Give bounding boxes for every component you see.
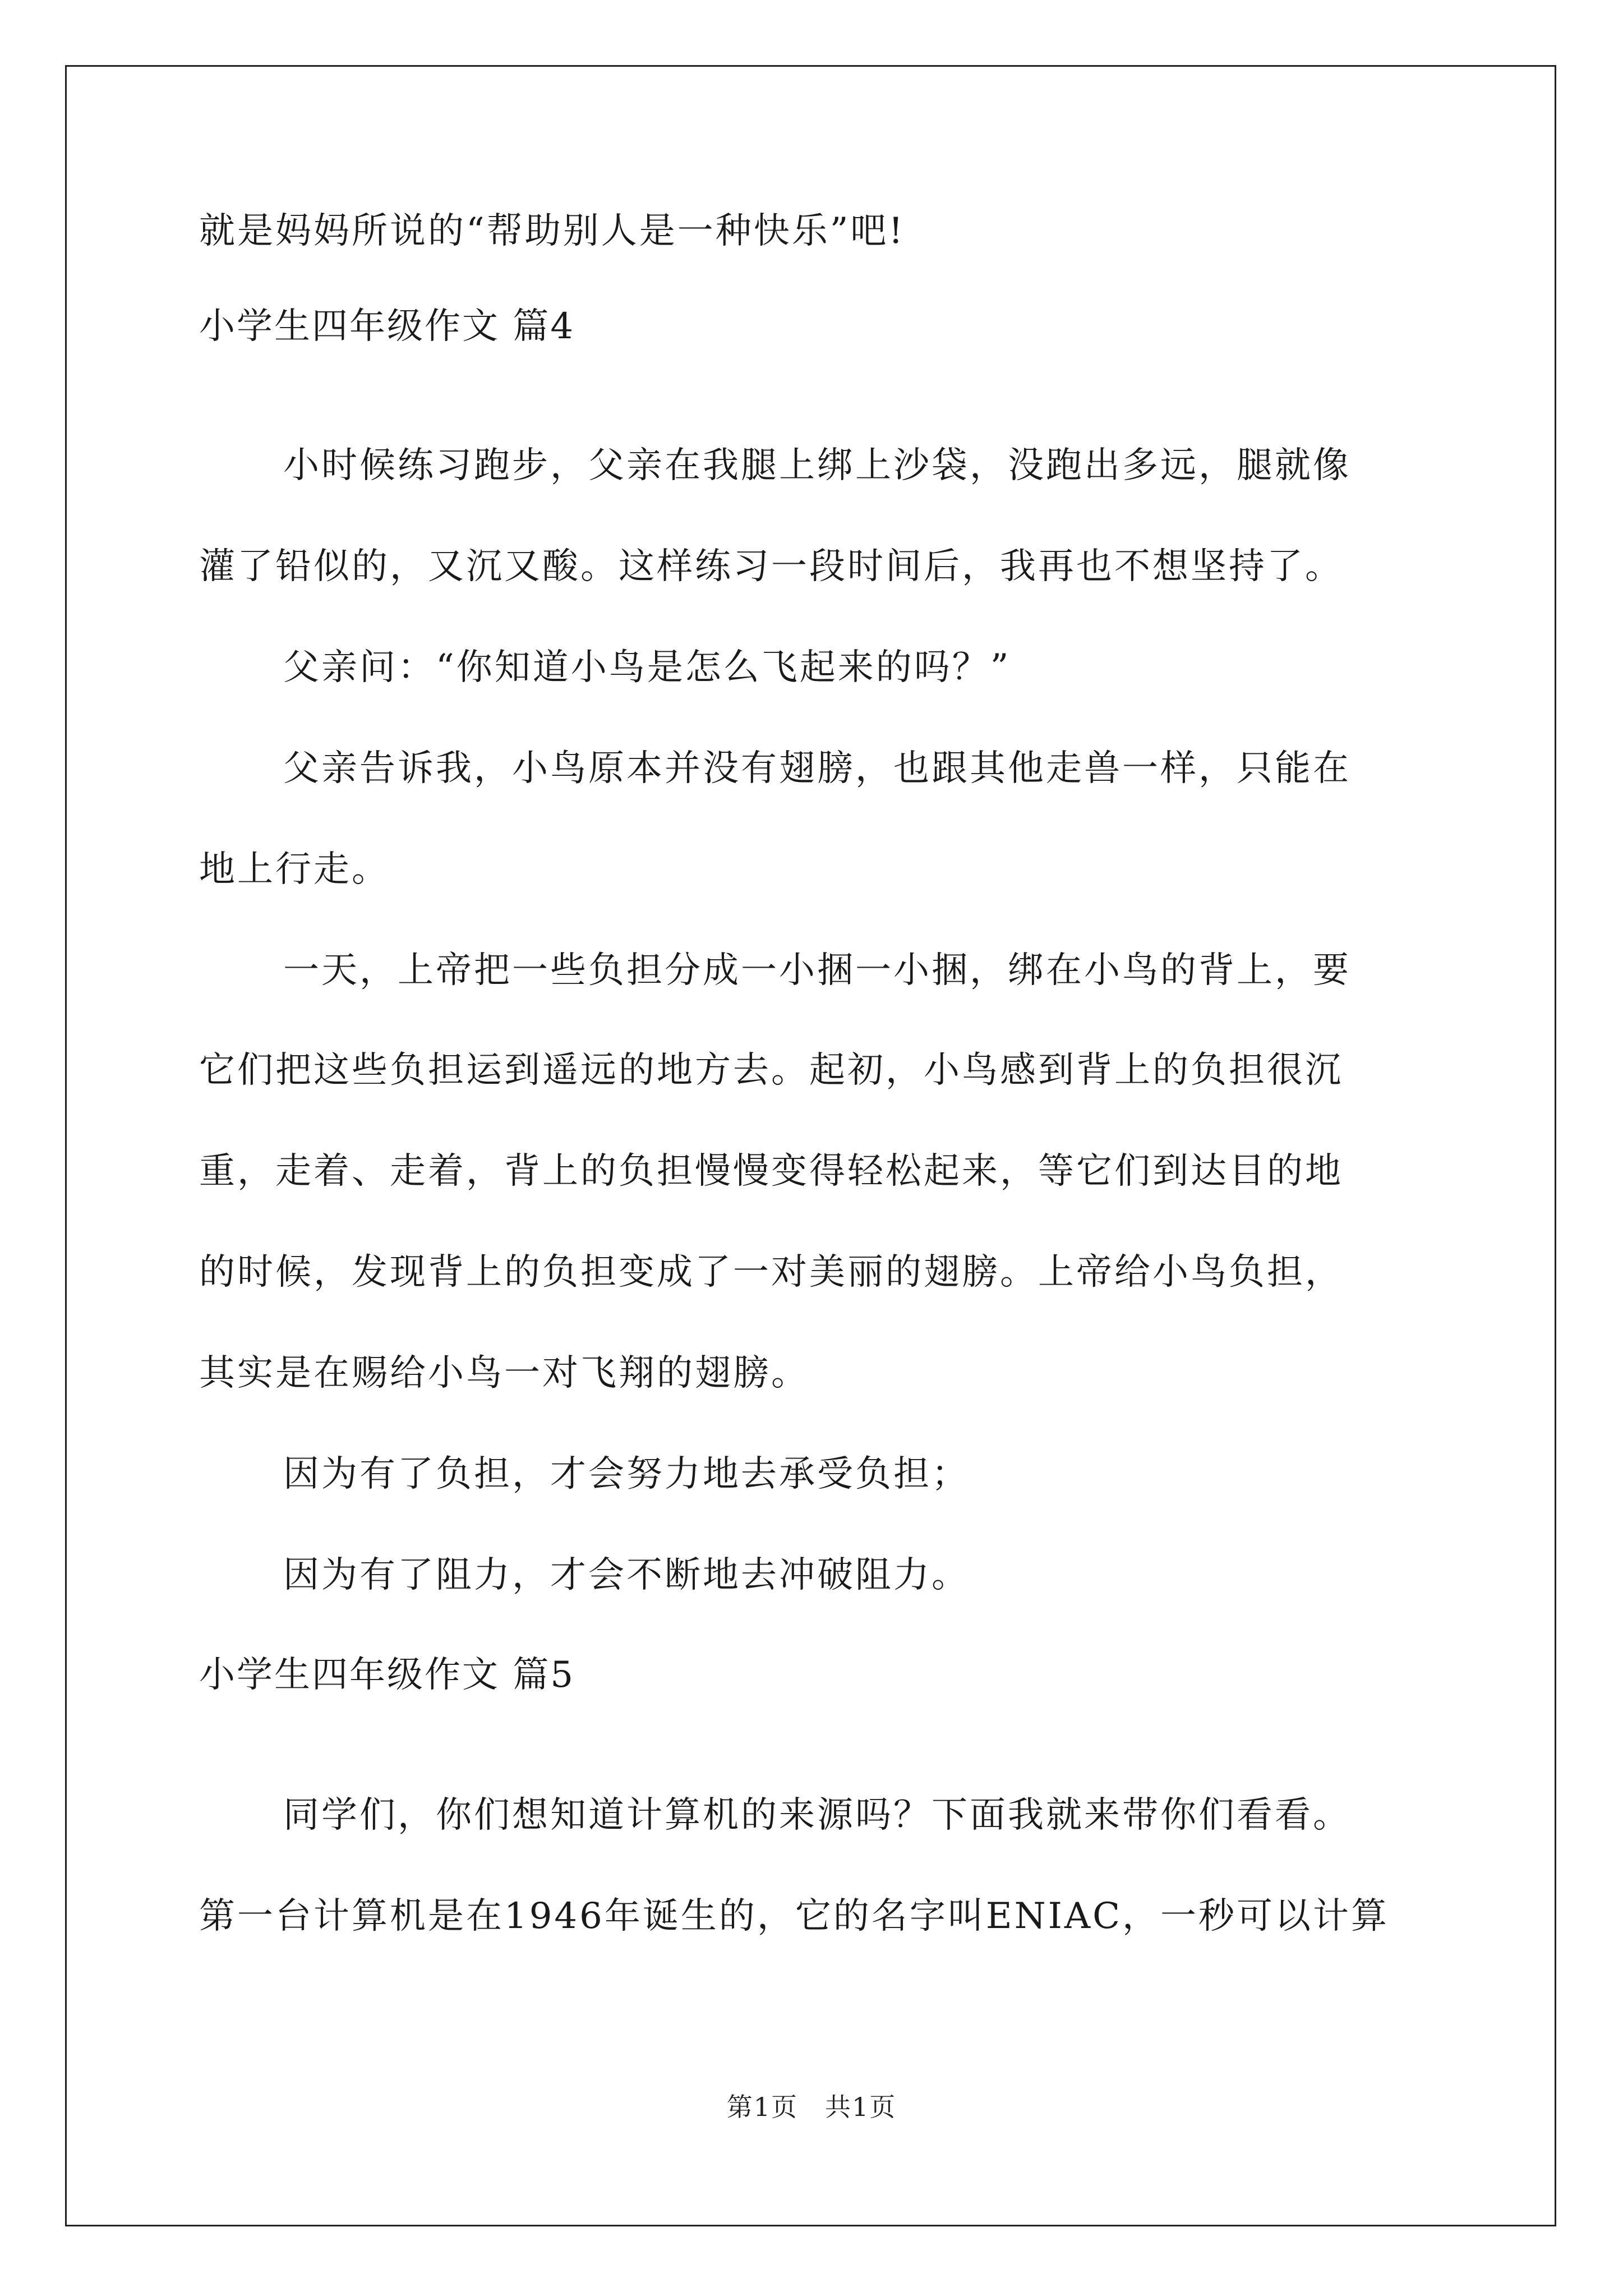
- text-line: 重，走着、走着，背上的负担慢慢变得轻松起来，等它们到达目的地: [199, 1151, 1343, 1192]
- text-line: 它们把这些负担运到遥远的地方去。起初，小鸟感到背上的负担很沉: [199, 1050, 1343, 1091]
- text-line: 的时候，发现背上的负担变成了一对美丽的翅膀。上帝给小鸟负担，: [199, 1251, 1343, 1293]
- text-line: 父亲问：“你知道小鸟是怎么飞起来的吗？”: [283, 647, 1011, 688]
- text-line: 父亲告诉我，小鸟原本并没有翅膀，也跟其他走兽一样，只能在: [283, 748, 1351, 789]
- text-line: 地上行走。: [199, 849, 390, 890]
- text-line: 一天，上帝把一些负担分成一小捆一小捆，绑在小鸟的背上，要: [283, 950, 1351, 991]
- text-line: 因为有了负担，才会努力地去承受负担；: [283, 1453, 970, 1495]
- text-line: 同学们，你们想知道计算机的来源吗？下面我就来带你们看看。: [283, 1795, 1351, 1836]
- section-heading: 小学生四年级作文 篇4: [199, 306, 575, 347]
- text-line: 第一台计算机是在1946年诞生的，它的名字叫ENIAC，一秒可以计算: [199, 1895, 1390, 1937]
- text-line: 因为有了阻力，才会不断地去冲破阻力。: [283, 1554, 970, 1596]
- page-footer: 第1页 共1页: [726, 2092, 897, 2122]
- text-line: 小时候练习跑步，父亲在我腿上绑上沙袋，没跑出多远，腿就像: [283, 445, 1351, 486]
- section-heading: 小学生四年级作文 篇5: [199, 1654, 575, 1696]
- text-line: 就是妈妈所说的“帮助别人是一种快乐”吧!: [199, 210, 906, 252]
- text-line: 灌了铅似的，又沉又酸。这样练习一段时间后，我再也不想坚持了。: [199, 546, 1343, 587]
- text-line: 其实是在赐给小鸟一对飞翔的翅膀。: [199, 1352, 809, 1394]
